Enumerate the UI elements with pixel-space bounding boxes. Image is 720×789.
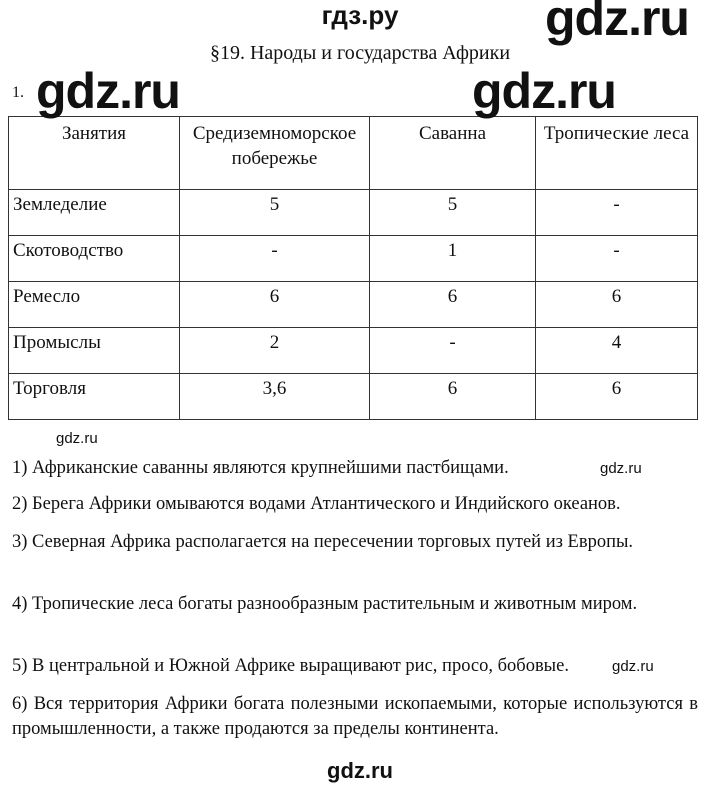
table-cell: 6 <box>370 374 536 420</box>
watermark: gdz.ru <box>545 0 689 46</box>
table-cell: 2 <box>180 328 370 374</box>
table-cell: 5 <box>370 190 536 236</box>
watermark: gdz.ru <box>472 63 616 119</box>
watermark: gdz.ru <box>327 758 393 783</box>
table-cell: 1 <box>370 236 536 282</box>
answer-paragraph: 2) Берега Африки омываются водами Атлантического и Индийского океанов. <box>12 494 621 514</box>
answer-paragraph: 4) Тропические леса богаты разнообразным растительным и животным миром. <box>12 594 638 614</box>
table-cell: Скотоводство <box>9 236 180 282</box>
column-header: Тропические леса <box>536 117 698 190</box>
table-row <box>9 190 698 236</box>
table-cell: - <box>536 190 698 236</box>
table-cell: 5 <box>180 190 370 236</box>
answer-paragraph: 5) В центральной и Южной Африке выращивают рис, просо, бобовые. <box>12 656 569 676</box>
watermark: gdz.ru <box>56 430 98 447</box>
table-header-row <box>9 117 698 190</box>
table-cell: 6 <box>370 282 536 328</box>
table-row <box>9 328 698 374</box>
table-row <box>9 236 698 282</box>
table-cell: 6 <box>180 282 370 328</box>
answer-paragraph: 6) Вся территория Африки богата полезными ископаемыми, которые используются в промышленности, а также продаются за пределы континента. <box>12 694 698 739</box>
answer-paragraph: 3) Северная Африка располагается на пересечении торговых путей из Европы. <box>12 532 634 552</box>
table-cell: 6 <box>536 374 698 420</box>
table-cell: Земледелие <box>9 190 180 236</box>
page-title: §19. Народы и государства Африки <box>209 42 511 64</box>
table-cell: 6 <box>536 282 698 328</box>
column-header: Саванна <box>370 117 536 190</box>
table-cell: 3,6 <box>180 374 370 420</box>
watermark: gdz.ru <box>612 658 654 675</box>
answer-paragraph: 1) Африканские саванны являются крупнейшими пастбищами. <box>12 458 509 478</box>
table-cell: - <box>370 328 536 374</box>
table-cell: Промыслы <box>9 328 180 374</box>
column-header: Занятия <box>9 117 180 190</box>
watermark: gdz.ru <box>36 63 180 119</box>
task-number: 1. <box>12 84 24 101</box>
table-cell: - <box>536 236 698 282</box>
table-cell: Ремесло <box>9 282 180 328</box>
table-cell: 4 <box>536 328 698 374</box>
site-header: гдз.ру <box>321 0 399 30</box>
table-cell: - <box>180 236 370 282</box>
occupations-table <box>8 116 698 420</box>
watermark: gdz.ru <box>600 460 642 477</box>
table-row <box>9 374 698 420</box>
table-row <box>9 282 698 328</box>
table-cell: Торговля <box>9 374 180 420</box>
column-header: Средиземноморское побережье <box>180 117 370 190</box>
